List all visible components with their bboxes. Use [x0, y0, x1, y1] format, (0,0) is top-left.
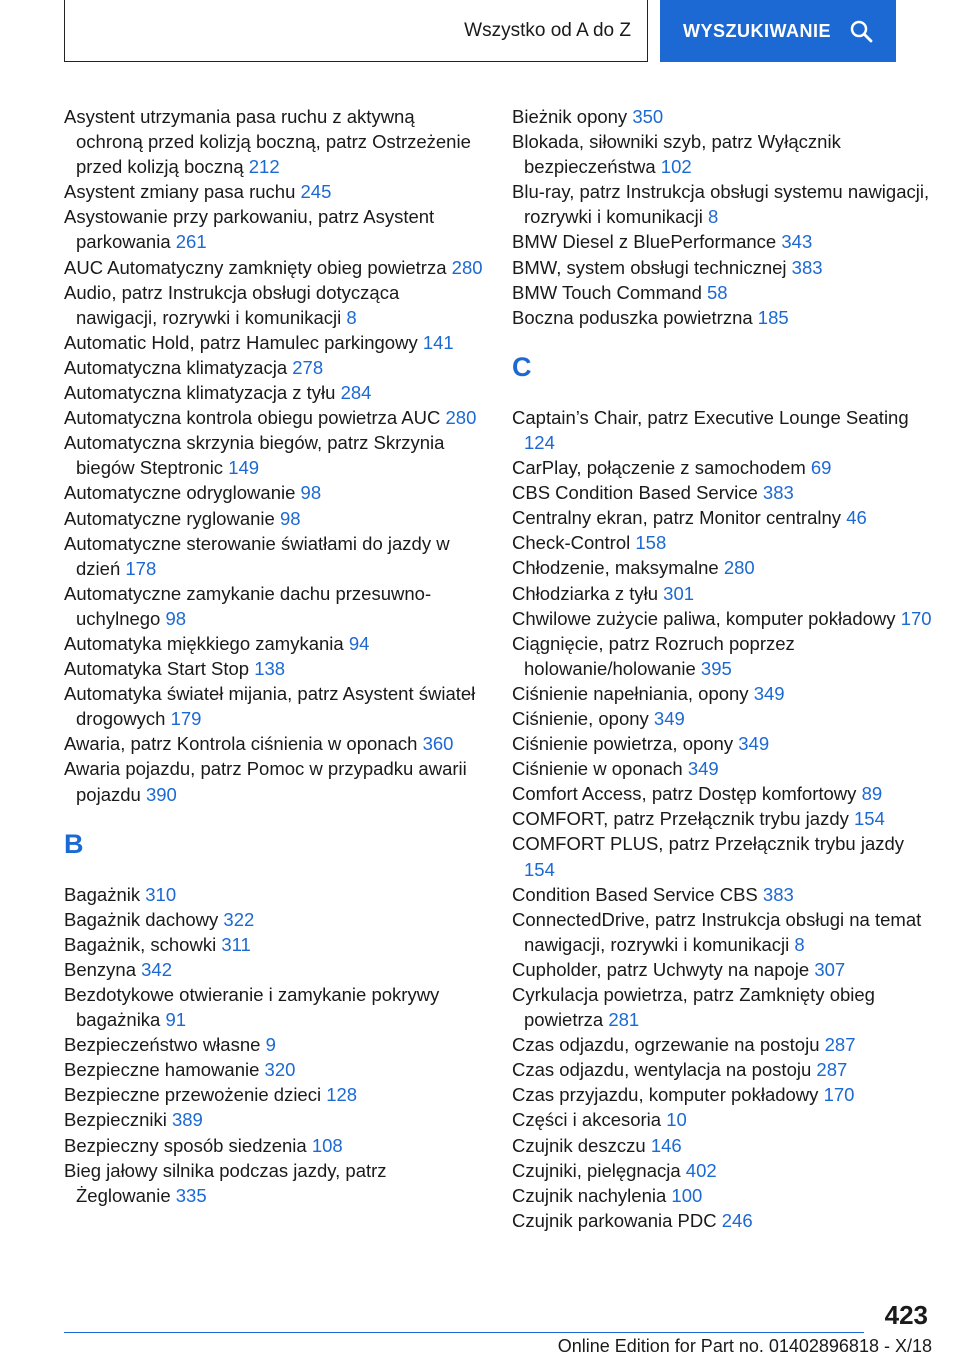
index-entry: [512, 606, 932, 631]
index-entry: [512, 1032, 932, 1057]
index-entry-text: Automatyczne sterowanie światłami do jazdy w dzień: [64, 532, 450, 579]
page-link[interactable]: 287: [824, 1034, 856, 1056]
index-entry-text: Ciśnienie powietrza, opony: [512, 733, 734, 755]
page-link[interactable]: 108: [311, 1134, 343, 1156]
page-link[interactable]: 335: [175, 1184, 207, 1206]
index-entry-text: Czujniki, pielęgnacja: [512, 1159, 681, 1181]
search-tab-button[interactable]: [660, 0, 896, 62]
page-link[interactable]: 149: [228, 457, 260, 479]
index-entry: [512, 706, 932, 731]
page-link[interactable]: 280: [451, 256, 483, 278]
page-link[interactable]: 154: [524, 858, 555, 880]
index-entry-text: Bieg jałowy silnika podczas jazdy, patrz Żeglowanie: [64, 1159, 387, 1206]
index-entry-text: Bagażnik: [64, 883, 141, 905]
index-entry: [512, 555, 932, 580]
tab-a-to-z[interactable]: [64, 0, 648, 62]
index-entry-text: Cupholder, patrz Uchwyty na napoje: [512, 958, 810, 980]
page-link[interactable]: 58: [707, 281, 728, 303]
index-entry: [64, 631, 484, 656]
index-entry-text: Check-Control: [512, 532, 631, 554]
index-entry: [512, 505, 932, 530]
index-entry-text: Bezdotykowe otwieranie i zamykanie pokrywy bagażnika: [64, 984, 440, 1031]
index-entry: [64, 1158, 484, 1208]
index-entry: [512, 581, 932, 606]
index-entry-text: Czujnik deszczu: [512, 1134, 646, 1156]
page-link[interactable]: 89: [861, 783, 883, 805]
page-link[interactable]: 322: [223, 908, 255, 930]
index-entry: [512, 255, 932, 280]
page-link[interactable]: 94: [348, 632, 370, 654]
index-entry: [512, 179, 932, 229]
index-entry: [64, 405, 484, 430]
page-link[interactable]: 8: [346, 306, 357, 328]
index-entry-text: Bagażnik, schowki: [64, 933, 217, 955]
index-entry: [64, 480, 484, 505]
index-entry: [64, 506, 484, 531]
index-entry-text: Bieżnik opony: [512, 106, 628, 127]
page-link[interactable]: 281: [608, 1009, 640, 1031]
index-entry-text: Centralny ekran, patrz Monitor centralny: [512, 507, 842, 529]
index-entry-text: Czujnik nachylenia: [512, 1184, 667, 1206]
index-entry: [512, 1107, 932, 1132]
index-entry: [512, 1158, 932, 1183]
index-entry: [64, 731, 484, 756]
index-entry-text: Ciśnienie, opony: [512, 707, 649, 729]
index-entry: [512, 631, 932, 681]
index-entry: [64, 1133, 484, 1158]
index-entry: [512, 229, 932, 254]
index-entry: [512, 455, 932, 480]
index-entry: [512, 882, 932, 907]
index-entry-text: Blokada, siłowniki szyb, patrz Wyłącznik bezpieczeństwa: [512, 131, 841, 178]
index-entry: [64, 907, 484, 932]
index-entry-text: Asystowanie przy parkowaniu, patrz Asystent parkowania: [64, 206, 435, 253]
index-entry: [64, 1057, 484, 1082]
index-entry-text: Benzyna: [64, 958, 136, 980]
index-entry: [64, 1032, 484, 1057]
index-entry: [64, 280, 484, 330]
index-entry: [512, 1082, 932, 1107]
index-entry-text: CBS Condition Based Service: [512, 482, 758, 504]
index-entry-text: Automatic Hold, patrz Hamulec parkingowy: [64, 331, 418, 353]
index-entry-text: Automatyczna kontrola obiegu powietrza AUC: [64, 407, 441, 429]
index-entry: [64, 430, 484, 480]
page-link[interactable]: 310: [145, 883, 177, 905]
index-entry: [64, 104, 484, 179]
index-entry-text: Automatyczne odryglowanie: [64, 482, 296, 504]
page-link[interactable]: 342: [141, 958, 173, 980]
section-letter: B: [64, 828, 84, 859]
index-entry: [64, 355, 484, 380]
index-entry-text: Condition Based Service CBS: [512, 883, 758, 905]
index-entry: [64, 656, 484, 681]
page-link[interactable]: 185: [757, 306, 789, 328]
index-entry: [512, 530, 932, 555]
footer-divider: [64, 1332, 864, 1333]
index-entry: [64, 932, 484, 957]
index-entry-text: Automatyczne zamykanie dachu przesuwno-uchylnego: [64, 582, 432, 629]
page-link[interactable]: 278: [292, 356, 324, 378]
search-tab-label: WYSZUKIWANIE: [683, 20, 831, 41]
index-entry-text: Cyrkulacja powietrza, patrz Zamknięty obieg powietrza: [512, 984, 875, 1031]
index-entry-text: Bezpieczne hamowanie: [64, 1059, 260, 1081]
index-entry-text: Captain’s Chair, patrz Executive Lounge Seating: [512, 406, 909, 428]
index-entry-text: Automatyka miękkiego zamykania: [64, 632, 344, 654]
index-entry-text: Automatyczne ryglowanie: [64, 507, 275, 529]
index-entry: [64, 255, 484, 280]
search-icon: [849, 19, 873, 43]
index-entry-text: Bezpieczny sposób siedzenia: [64, 1134, 307, 1156]
index-entry-text: Bezpieczniki: [64, 1109, 167, 1131]
page-link[interactable]: 343: [781, 231, 813, 253]
page-link[interactable]: 349: [687, 758, 719, 780]
tab-a-to-z-label: Wszystko od A do Z: [464, 19, 631, 41]
index-entry: [512, 280, 932, 305]
index-entry-text: Ciśnienie napełniania, opony: [512, 682, 749, 704]
page-link[interactable]: 10: [666, 1109, 687, 1131]
index-entry: [512, 480, 932, 505]
index-column-right: [512, 104, 932, 1233]
page-link[interactable]: 246: [721, 1209, 753, 1231]
page-link[interactable]: 307: [814, 958, 846, 980]
index-entry: [512, 305, 932, 330]
page-number: 423: [884, 1300, 928, 1330]
top-navigation: [64, 0, 896, 64]
page-link[interactable]: 91: [165, 1009, 187, 1031]
index-entry-text: Automatyczna skrzynia biegów, patrz Skrzynia biegów Steptronic: [64, 432, 445, 479]
page-link[interactable]: 390: [145, 783, 177, 805]
index-entry-text: Comfort Access, patrz Dostęp komfortowy: [512, 783, 857, 805]
index-entry-text: Automatyka Start Stop: [64, 658, 250, 680]
page-link[interactable]: 98: [279, 507, 301, 529]
page-link[interactable]: 350: [632, 106, 664, 127]
page-link[interactable]: 349: [753, 682, 785, 704]
index-entry-text: Chłodziarka z tyłu: [512, 582, 659, 604]
index-entry-text: Awaria pojazdu, patrz Pomoc w przypadku awarii pojazdu: [64, 758, 467, 805]
page-link[interactable]: 301: [663, 582, 695, 604]
index-entry: [64, 957, 484, 982]
index-entry-text: Automatyka świateł mijania, patrz Asystent świateł drogowych: [64, 683, 476, 730]
footer-edition-text: Online Edition for Part no. 01402896818 - X/18: [557, 1336, 932, 1356]
index-entry-text: Bezpieczeństwo własne: [64, 1034, 261, 1056]
page-link[interactable]: 98: [165, 607, 187, 629]
page-link[interactable]: 389: [171, 1109, 203, 1131]
index-entry-text: Czas odjazdu, ogrzewanie na postoju: [512, 1034, 820, 1056]
index-entry-text: COMFORT, patrz Przełącznik trybu jazdy: [512, 808, 849, 830]
index-entry-text: Czujnik parkowania PDC: [512, 1209, 717, 1231]
index-entry: [64, 531, 484, 581]
page-link[interactable]: 284: [340, 382, 372, 404]
page-link[interactable]: 154: [854, 808, 885, 830]
page-link[interactable]: 102: [660, 156, 692, 178]
index-column-left: [64, 104, 484, 1208]
index-entry: [512, 1133, 932, 1158]
page-link[interactable]: 100: [671, 1184, 703, 1206]
page-link[interactable]: 170: [900, 607, 932, 629]
index-entry-text: Ciśnienie w oponach: [512, 758, 683, 780]
index-entry: [512, 982, 932, 1032]
index-entry-text: Czas przyjazdu, komputer pokładowy: [512, 1084, 819, 1106]
page-link[interactable]: 212: [248, 156, 280, 178]
index-entry: [512, 831, 932, 881]
page-link[interactable]: 280: [723, 557, 755, 579]
page-link[interactable]: 280: [445, 407, 477, 429]
page-link[interactable]: 170: [823, 1084, 855, 1106]
page-link[interactable]: 311: [221, 933, 251, 955]
index-entry: [512, 781, 932, 806]
page-link[interactable]: 98: [300, 482, 322, 504]
page-link[interactable]: 360: [422, 733, 454, 755]
index-entry-text: COMFORT PLUS, patrz Przełącznik trybu jazdy: [512, 833, 905, 855]
page-link[interactable]: 128: [326, 1084, 358, 1106]
page-link[interactable]: 141: [422, 331, 454, 353]
index-entry-text: AUC Automatyczny zamknięty obieg powietrza: [64, 256, 447, 278]
index-entry: [512, 731, 932, 756]
page-link[interactable]: 383: [762, 482, 794, 504]
page-link[interactable]: 261: [175, 231, 207, 253]
page-link[interactable]: 178: [125, 557, 157, 579]
page-link[interactable]: 46: [846, 507, 867, 529]
index-entry: [64, 1107, 484, 1132]
section-letter: C: [512, 351, 532, 382]
index-entry: [64, 1082, 484, 1107]
index-entry: [64, 380, 484, 405]
index-entry-text: Bagażnik dachowy: [64, 908, 219, 930]
index-entry-text: BMW, system obsługi technicznej: [512, 256, 787, 278]
index-entry-text: Bezpieczne przewożenie dzieci: [64, 1084, 322, 1106]
index-entry-text: BMW Diesel z BluePerformance: [512, 231, 777, 253]
index-entry-text: CarPlay, połączenie z samochodem: [512, 457, 806, 479]
index-entry-text: Chwilowe zużycie paliwa, komputer pokładowy: [512, 607, 896, 629]
index-entry: [512, 1057, 932, 1082]
index-entry: [64, 756, 484, 806]
index-entry: [64, 982, 484, 1032]
page-link[interactable]: 9: [265, 1034, 276, 1056]
index-entry: [64, 882, 484, 907]
index-entry-text: Blu-ray, patrz Instrukcja obsługi systemu nawigacji, rozrywki i komunikacji: [512, 181, 930, 228]
index-entry-text: Automatyczna klimatyzacja: [64, 356, 288, 378]
index-entry: [512, 1208, 932, 1233]
page-link[interactable]: 146: [650, 1134, 682, 1156]
index-entry-text: Automatyczna klimatyzacja z tyłu: [64, 382, 336, 404]
page-link[interactable]: 124: [524, 431, 555, 453]
index-entry: [64, 581, 484, 631]
page-link[interactable]: 158: [635, 532, 667, 554]
index-entry-text: BMW Touch Command: [512, 281, 702, 303]
index-entry-text: Czas odjazdu, wentylacja na postoju: [512, 1059, 812, 1081]
index-entry-text: Asystent zmiany pasa ruchu: [64, 181, 296, 203]
index-entry: [512, 1183, 932, 1208]
page-link[interactable]: 383: [791, 256, 823, 278]
page-link[interactable]: 179: [170, 708, 202, 730]
index-entry-text: Audio, patrz Instrukcja obsługi dotycząca nawigacji, rozrywki i komunikacji: [64, 281, 400, 328]
page-link[interactable]: 395: [700, 657, 732, 679]
index-entry-text: Boczna poduszka powietrzna: [512, 306, 753, 328]
index-entry-text: Ciągnięcie, patrz Rozruch poprzez holowanie/holowanie: [512, 632, 795, 679]
page-link[interactable]: 349: [738, 733, 770, 755]
page-link[interactable]: 138: [254, 658, 286, 680]
index-entry: [512, 405, 932, 455]
index-entry-text: Awaria, patrz Kontrola ciśnienia w oponach: [64, 733, 418, 755]
index-entry: [512, 129, 932, 179]
index-entry: [64, 179, 484, 204]
index-entry: [512, 957, 932, 982]
page-link[interactable]: 69: [810, 457, 832, 479]
page-link[interactable]: 8: [708, 206, 719, 228]
index-entry: [512, 104, 932, 129]
index-entry: [64, 681, 484, 731]
page-link[interactable]: 8: [794, 933, 805, 955]
index-entry: [64, 204, 484, 254]
page-link[interactable]: 383: [762, 883, 794, 905]
page-link[interactable]: 349: [653, 707, 685, 729]
page-link[interactable]: 402: [685, 1159, 717, 1181]
index-entry-text: ConnectedDrive, patrz Instrukcja obsługi na temat nawigacji, rozrywki i komunikacji: [512, 908, 922, 955]
page-link[interactable]: 245: [300, 181, 332, 203]
index-entry: [512, 907, 932, 957]
index-entry: [64, 330, 484, 355]
page-link[interactable]: 320: [264, 1059, 296, 1081]
page-link[interactable]: 287: [816, 1059, 848, 1081]
index-entry: [512, 756, 932, 781]
index-entry-text: Części i akcesoria: [512, 1109, 662, 1131]
index-entry-text: Asystent utrzymania pasa ruchu z aktywną ochroną przed kolizją boczną, patrz Ostrzeżenie przed kolizją boczną: [64, 106, 471, 178]
index-entry: [512, 806, 932, 831]
index-entry: [512, 681, 932, 706]
index-entry-text: Chłodzenie, maksymalne: [512, 557, 719, 579]
